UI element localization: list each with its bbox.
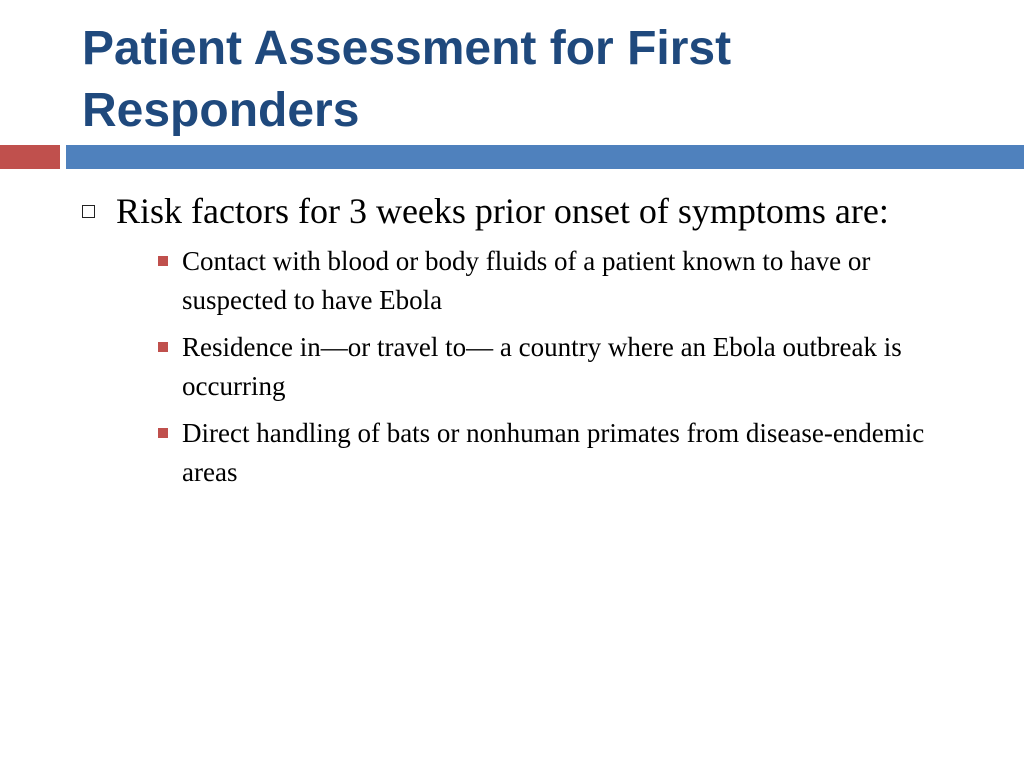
sub-bullet-text: Direct handling of bats or nonhuman primates from disease-endemic areas [182,418,925,487]
sub-bullet-list [80,242,980,492]
title-divider-blue [66,145,1024,169]
sub-bullet-item [158,242,980,320]
sub-bullet-item [158,414,980,492]
red-square-bullet-icon [158,428,168,438]
red-square-bullet-icon [158,256,168,266]
sub-bullet-text: Residence in—or travel to— a country where an Ebola outbreak is occurring [182,332,902,401]
hollow-square-bullet-icon [82,205,95,218]
sub-bullet-text: Contact with blood or body fluids of a patient known to have or suspected to have Ebola [182,246,871,315]
red-square-bullet-icon [158,342,168,352]
slide-content [80,190,980,500]
title-divider-red [0,145,60,169]
slide-title: Patient Assessment for First Responders [82,22,732,137]
main-bullet-text: Risk factors for 3 weeks prior onset of symptoms are: [116,191,889,231]
sub-bullet-item [158,328,980,406]
main-bullet-item [80,190,980,232]
